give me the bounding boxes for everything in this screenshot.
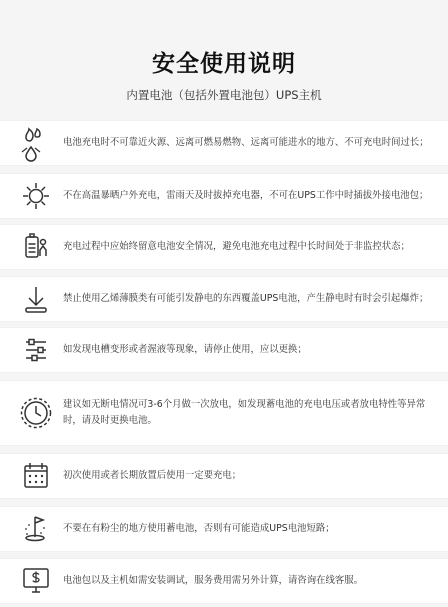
list-item: [0, 276, 448, 322]
list-item: [0, 453, 448, 499]
list-item: [0, 380, 448, 446]
sliders-icon: [14, 328, 58, 372]
clock-cycle-icon: [14, 391, 58, 435]
list-item-text: 电池充电时不可靠近火源、远离可燃易燃物、远离可能进水的地方、不可充电时间过长；: [63, 137, 429, 148]
fire-water-icon: [14, 121, 58, 165]
download-arrow-icon: [14, 277, 58, 321]
page-title: 安全使用说明: [152, 51, 296, 77]
list-item: [0, 224, 448, 270]
list-item-text: 建议如无断电情况可3-6个月做一次放电，如发现蓄电池的充电电压或者放电特性等异常时，请及时更换电池。: [63, 399, 426, 426]
list-item-text: 电池包以及主机如需安装调试，服务费用需另外计算，请咨询在线客服。: [63, 575, 364, 586]
list-item: [0, 558, 448, 604]
monitor-dollar-icon: [14, 559, 58, 603]
list-item: [0, 327, 448, 373]
battery-person-icon: [14, 225, 58, 269]
list-item-text: 禁止使用乙烯薄膜类有可能引发静电的东西覆盖UPS电池，产生静电时有时会引起爆炸；: [63, 293, 429, 304]
dust-flag-icon: [14, 507, 58, 551]
sun-icon: [14, 174, 58, 218]
list-item: [0, 120, 448, 166]
list-item-text: 不在高温暴晒户外充电，雷雨天及时拔掉充电器，不可在UPS工作中时插拔外接电池包；: [63, 190, 429, 201]
list-item-text: 充电过程中应始终留意电池安全情况，避免电池充电过程中长时间处于非监控状态；: [63, 241, 410, 252]
list-item-text: 初次使用或者长期放置后使用一定要充电；: [63, 470, 242, 481]
list-item: [0, 173, 448, 219]
list-item-text: 不要在有粉尘的地方使用蓄电池，否则有可能造成UPS电池短路；: [63, 523, 335, 534]
list-item-text: 如发现电槽变形或者渥液等现象，请停止使用，应以更换；: [63, 344, 307, 355]
list-item: [0, 506, 448, 552]
calendar-icon: [14, 454, 58, 498]
page-subtitle: 内置电池（包括外置电池包）UPS主机: [126, 88, 322, 102]
